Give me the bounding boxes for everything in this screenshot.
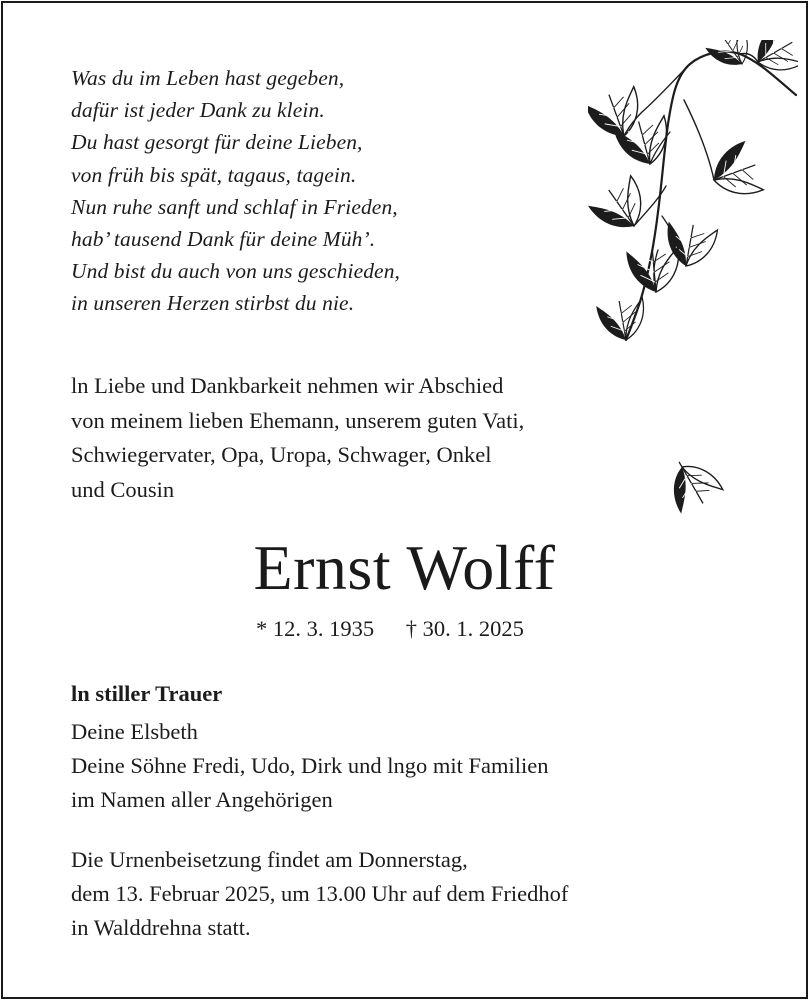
mourner-line: Deine Söhne Fredi, Udo, Dirk und lngo mit Familien <box>71 753 549 778</box>
death-date: † 30. 1. 2025 <box>405 616 524 641</box>
poem-line: Nun ruhe sanft und schlaf in Frieden, <box>71 194 398 219</box>
burial-notice <box>71 843 568 945</box>
farewell-line: ln Liebe und Dankbarkeit nehmen wir Abschied <box>71 373 504 398</box>
farewell-text <box>71 369 524 507</box>
birth-date: * 12. 3. 1935 <box>256 616 375 641</box>
poem <box>71 62 400 320</box>
poem-line: in unseren Herzen stirbst du nie. <box>71 291 355 316</box>
mourners-list <box>71 715 548 817</box>
notice-line: Die Urnenbeisetzung findet am Donnerstag, <box>71 847 468 872</box>
poem-line: Du hast gesorgt für deine Lieben, <box>71 130 363 155</box>
poem-line: von früh bis spät, tagaus, tagein. <box>71 162 357 187</box>
leafy-branch-icon <box>588 40 798 370</box>
notice-line: in Walddrehna statt. <box>71 915 251 940</box>
mourning-heading: ln stiller Trauer <box>71 681 223 706</box>
life-dates <box>256 614 524 644</box>
poem-line: hab’ tausend Dank für deine Müh’. <box>71 227 376 252</box>
mourner-line: Deine Elsbeth <box>71 719 198 744</box>
poem-line: Und bist du auch von uns geschieden, <box>71 259 401 284</box>
farewell-line: von meinem lieben Ehemann, unserem guten Vati, <box>71 407 525 433</box>
poem-line: dafür ist jeder Dank zu klein. <box>71 98 325 123</box>
deceased-name: Ernst Wolff <box>253 532 556 603</box>
notice-line: dem 13. Februar 2025, um 13.00 Uhr auf dem Friedhof <box>71 881 569 906</box>
farewell-line: und Cousin <box>71 476 175 502</box>
mourner-line: im Namen aller Angehörigen <box>71 787 333 812</box>
farewell-line: Schwiegervater, Opa, Uropa, Schwager, Onkel <box>71 442 492 467</box>
poem-line: Was du im Leben hast gegeben, <box>71 66 345 90</box>
